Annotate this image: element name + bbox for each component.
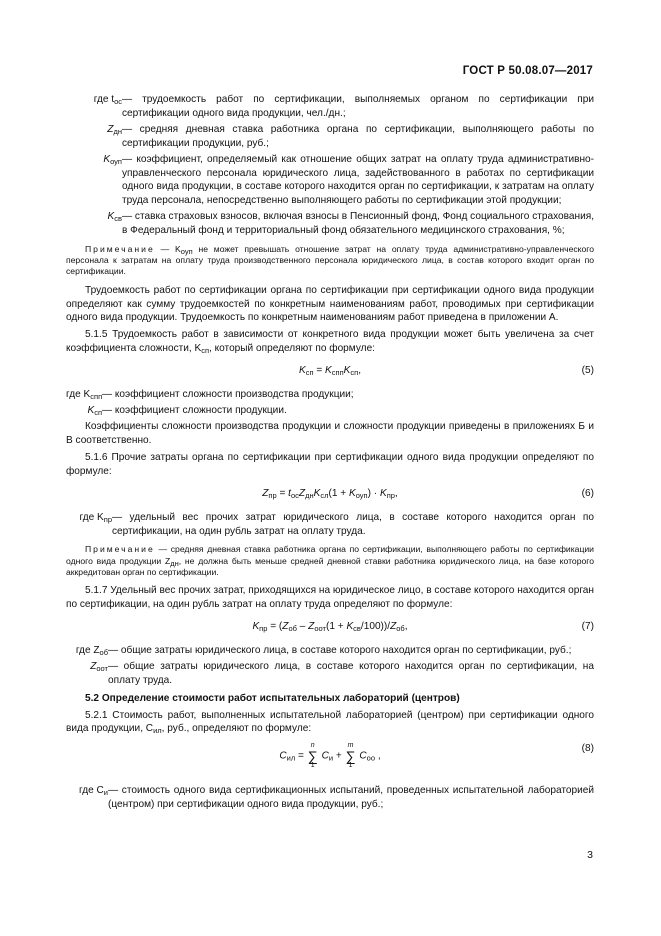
formula-5: $K_{сп} = K_{спп}K_{сп}$, (5) bbox=[298, 365, 594, 378]
definition-z-dn: $Z_{дн}$ — средняя дневная ставка работника органа по сертификации, выполняющего работы по сертификации продукции, руб.; bbox=[107, 123, 594, 149]
note-1: Примечание — $K_{оуп}$ не может превышать отношение затрат на оплату труда административно-управленческого персонала к затратам на оплату труда производственного персонала юридического лица, в состав которого входит орган по сертификации. bbox=[66, 244, 595, 277]
definition-k-sp: $K_{сп}$ — коэффициент сложности продукции. bbox=[87, 405, 287, 418]
definitions-list-5 bbox=[66, 784, 594, 812]
note-2: Примечание — средняя дневная ставка работника органа по сертификации, выполняющего работы по сертификации одного вида продукции $Z_{дн}$, не должна быть меньше средней дневной ставки работника юридического лица, на базе которого аккредитован орган по сертификации. bbox=[66, 544, 594, 577]
paragraph-complexity-coefficients: Коэффициенты сложности производства продукции и сложности продукции приведены в приложениях Б и В соответственно. bbox=[66, 421, 594, 446]
section-heading-5-2: 5.2 Определение стоимости работ испытательных лабораторий (центров) bbox=[85, 692, 460, 704]
paragraph-5-1-5: 5.1.5 Трудоемкость работ в зависимости от конкретного вида продукции может быть увеличена за счет коэффициента сложности, $K_{сп}$, который определяют по формуле: bbox=[66, 329, 594, 356]
definitions-list-1 bbox=[66, 93, 594, 238]
definitions-list-4 bbox=[66, 644, 594, 688]
definitions-list-3 bbox=[66, 511, 594, 539]
paragraph-5-1-7: 5.1.7 Удельный вес прочих затрат, приходящихся на юридическое лицо, в составе которого находится орган по сертификации, на один рубль затрат на оплату труда определяют по формуле: bbox=[66, 585, 594, 610]
paragraph-5-2-1: 5.2.1 Стоимость работ, выполненных испытательной лабораторией (центром) при сертификации одного вида продукции, $C_{ил}$, руб., определяют по формуле: bbox=[66, 709, 594, 736]
page-content bbox=[66, 93, 594, 814]
definition-c-i: где $C_и$ — стоимость одного вида сертификационных испытаний, проведенных испытательной лабораторией (центром) при сертификации одного вида продукции, руб.; bbox=[78, 785, 594, 811]
definition-t-os: где $t_{ос}$ — трудоемкость работ по сертификации, выполняемых органом по сертификации при сертификации одного вида продукции, чел./дн.; bbox=[93, 94, 594, 119]
document-header: ГОСТ Р 50.08.07—2017 bbox=[462, 65, 593, 77]
formula-7: $K_{пр} = (Z_{об} - Z_{оот}(1 + K_{св}/100))/Z_{об}$, (7) bbox=[252, 620, 594, 633]
formula-6: $Z_{пр} = t_{ос}Z_{дн}K_{сл}(1 + K_{оуп}) \cdot K_{пр}$, (6) bbox=[262, 487, 594, 500]
definitions-list-2 bbox=[66, 388, 594, 418]
formula-8: $C_{ил} = n$ ∑ 1 $C_и + m$ ∑ 1 $C_{оо}$ , (8) bbox=[279, 742, 594, 770]
definition-k-spp: где $K_{спп}$ — коэффициент сложности производства продукции; bbox=[66, 389, 354, 402]
definition-z-oot: $Z_{оот}$ — общие затраты юридического лица, в составе которого находится орган по сертификации, на оплату труда. bbox=[90, 660, 594, 686]
sum-symbol: n ∑ 1 bbox=[307, 742, 318, 770]
definition-k-pr: где $K_{пр}$ — удельный вес прочих затрат юридического лица, в составе которого находится орган по сертификации, на один рубль затрат на оплату труда. bbox=[79, 511, 594, 537]
definition-z-ob: где $Z_{об}$ — общие затраты юридического лица, в составе которого находится орган по сертификации, руб.; bbox=[75, 644, 572, 657]
paragraph-labor-intensity: Трудоемкость работ по сертификации органа по сертификации при сертификации одного вида продукции определяют как сумму трудоемкостей по конкретным наименованиям работ, проводимых при сертификации одного вида продукции. Трудоемкость по конкретным наименованиям работ приведена в приложении А. bbox=[66, 284, 594, 324]
sum-symbol: m ∑ 1 bbox=[345, 742, 356, 770]
page-number: 3 bbox=[587, 849, 593, 861]
paragraph-5-1-6: 5.1.6 Прочие затраты органа по сертификации при сертификации одного вида продукции определяют по формуле: bbox=[66, 451, 594, 477]
definition-k-sv: $K_{св}$ — ставка страховых взносов, включая взносы в Пенсионный фонд, Фонд социального страхования, в Федеральный фонд и территориальный фонд обязательного медицинского страхования, %; bbox=[107, 211, 594, 237]
definition-k-oup: $K_{оуп}$ — коэффициент, определяемый как отношение общих затрат на оплату труда административно-управленческого персонала юридического лица, задействованного в работах по сертификации одного вида продукции, в составе которого находится орган по сертификации, к затратам на оплату труда персонала, непосредственно выполняющего работы по сертификации этой продукции; bbox=[103, 153, 594, 207]
